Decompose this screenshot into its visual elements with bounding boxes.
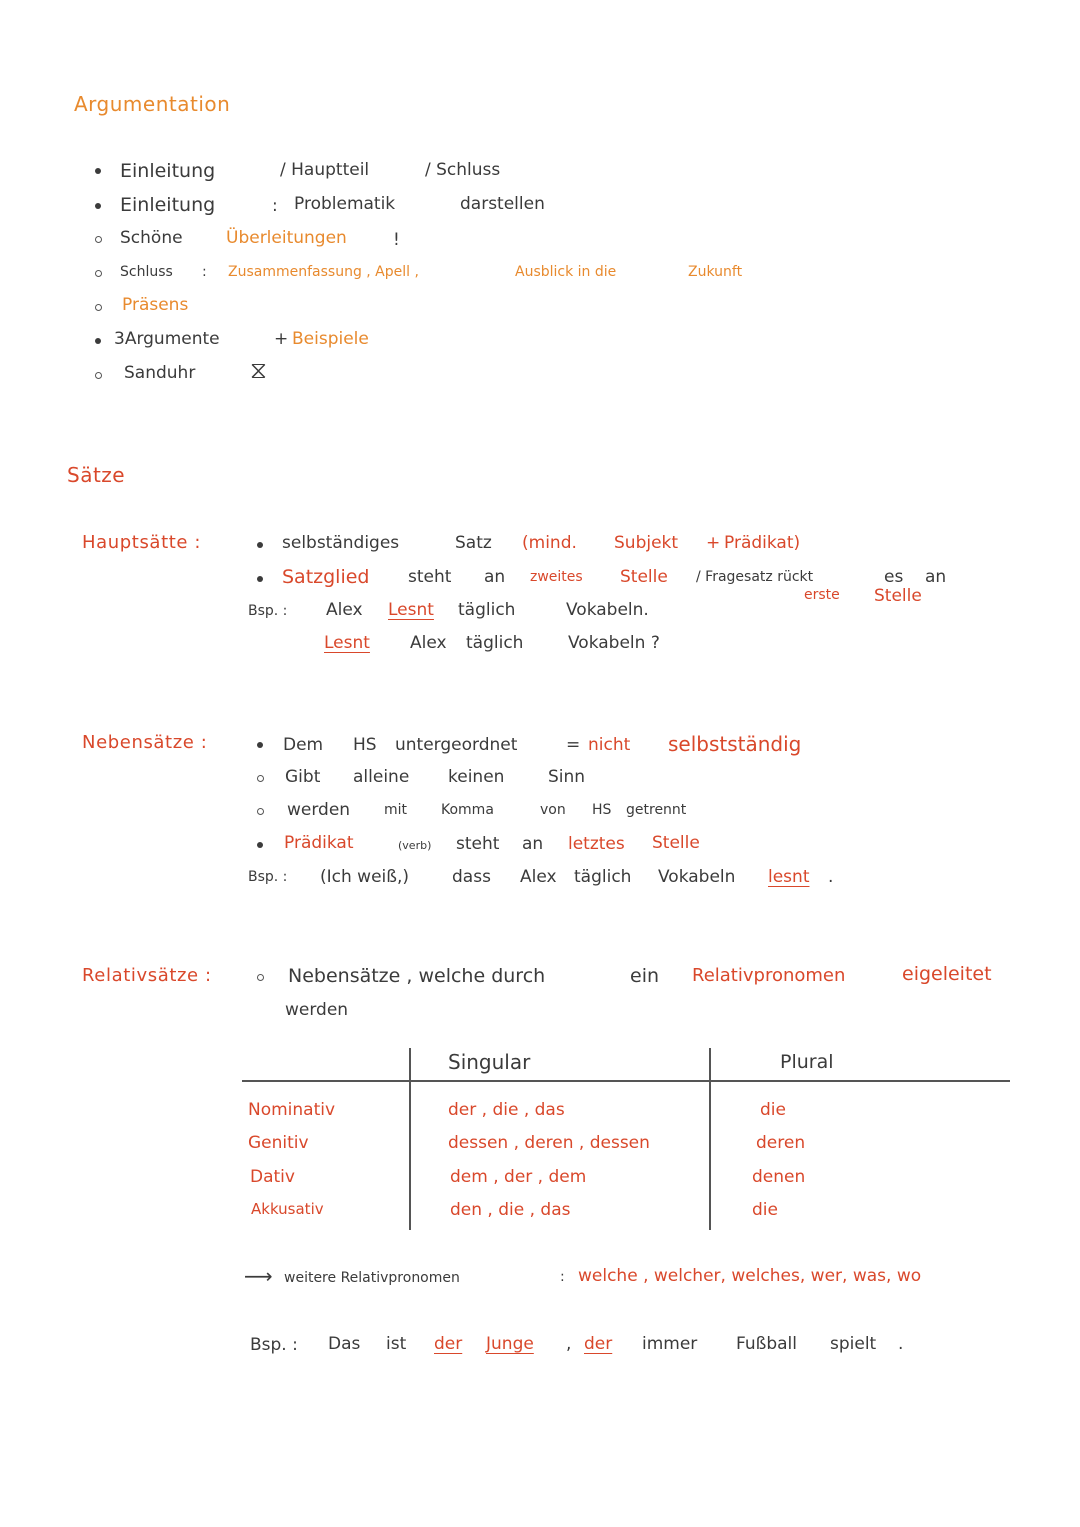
ns-ex-g: . — [828, 867, 834, 887]
bullet-dot — [95, 270, 102, 277]
table-row-singular: den , die , das — [450, 1200, 571, 1220]
table-header-singular: Singular — [448, 1050, 531, 1074]
hs-b1-d: Subjekt — [614, 533, 679, 553]
arg-line1-c: / Schluss — [425, 160, 501, 180]
arg-line6-c: Beispiele — [292, 329, 369, 349]
arg-line4-b: : — [202, 264, 207, 280]
hs-b1-a: selbständiges — [282, 533, 400, 553]
ns-b1-c: untergeordnet — [395, 735, 518, 755]
ns-b2-d: Sinn — [548, 767, 586, 787]
arg-line4-c: Zusammenfassung , Apell , — [228, 264, 419, 280]
rs-ex-a: Das — [328, 1334, 361, 1354]
bullet-dot — [95, 168, 101, 174]
hs-b1-e: + — [706, 533, 721, 553]
ns-b1-f: selbstständig — [668, 732, 802, 756]
arg-line5-a: Präsens — [122, 295, 189, 315]
rs-b1-a: Nebensätze , welche durch — [288, 965, 546, 987]
table-row-case: Akkusativ — [251, 1200, 324, 1218]
bullet-dot — [257, 742, 263, 748]
arg-line4-d: Ausblick in die — [515, 264, 617, 280]
rs-more-label: weitere Relativpronomen — [284, 1270, 460, 1286]
rs-ex-d: Junge — [486, 1334, 534, 1354]
ns-b1-a: Dem — [283, 735, 324, 755]
ns-b3-c: Komma — [441, 802, 494, 818]
ns-ex-e: Vokabeln — [658, 867, 736, 887]
arg-line4-e: Zukunft — [688, 264, 743, 280]
bullet-dot — [257, 775, 264, 782]
ns-b2-c: keinen — [448, 767, 505, 787]
arg-line4-a: Schluss — [120, 264, 173, 280]
arg-line3-a: Schöne — [120, 228, 183, 248]
arg-line2-d: darstellen — [460, 194, 545, 214]
bullet-dot — [257, 974, 264, 981]
hs-ex1-c: täglich — [458, 600, 516, 620]
table-header-rule — [242, 1080, 1010, 1082]
ns-b3-d: von — [540, 802, 566, 818]
hs-ex2-a: Lesnt — [324, 633, 370, 653]
table-row-case: Nominativ — [248, 1100, 336, 1120]
bullet-dot — [95, 304, 102, 311]
rs-ex-f: der — [584, 1334, 613, 1354]
bullet-dot — [257, 576, 263, 582]
ns-b4-d: an — [522, 834, 544, 854]
rs-ex-h: Fußball — [736, 1334, 797, 1354]
table-row-singular: der , die , das — [448, 1100, 565, 1120]
hs-b2-d: zweites — [530, 569, 583, 585]
hs-b2-g: es — [884, 567, 904, 587]
ns-b1-e: nicht — [588, 735, 631, 755]
ns-b4-e: letztes — [568, 834, 625, 854]
table-row-plural: die — [752, 1200, 778, 1220]
ns-b2-b: alleine — [353, 767, 410, 787]
arg-line6-a: 3Argumente — [114, 329, 220, 349]
hs-b2-h: an — [925, 567, 947, 587]
hs-example-label: Bsp. : — [248, 603, 288, 619]
bullet-dot — [257, 808, 264, 815]
table-vertical-divider-left — [409, 1048, 411, 1230]
ns-example-label: Bsp. : — [248, 869, 288, 885]
table-vertical-divider-right — [709, 1048, 711, 1230]
arrow-right-icon: ⟶ — [244, 1264, 273, 1288]
hs-ex2-c: täglich — [466, 633, 524, 653]
hs-b2-j: Stelle — [874, 586, 922, 606]
ns-ex-b: dass — [452, 867, 491, 887]
arg-line7-a: Sanduhr — [124, 363, 196, 383]
hs-b1-f: Prädikat) — [724, 533, 801, 553]
arg-line3-b: Überleitungen — [226, 228, 347, 248]
hs-b2-b: steht — [408, 567, 452, 587]
rs-more-list: welche , welcher, welches, wer, was, wo — [578, 1266, 922, 1286]
hs-ex2-d: Vokabeln ? — [568, 633, 660, 653]
hs-ex2-b: Alex — [410, 633, 447, 653]
ns-b3-f: getrennt — [626, 802, 687, 818]
ns-b2-a: Gibt — [285, 767, 321, 787]
table-row-plural: die — [760, 1100, 786, 1120]
rs-b1-e: werden — [285, 1000, 349, 1020]
ns-b4-c: steht — [456, 834, 500, 854]
argumentation-title: Argumentation — [74, 92, 231, 116]
rs-ex-g: immer — [642, 1334, 698, 1354]
hs-b2-f: / Fragesatz rückt — [696, 569, 814, 585]
hourglass-icon: ⧖ — [250, 356, 267, 384]
hs-ex1-a: Alex — [326, 600, 363, 620]
bullet-dot — [257, 842, 263, 848]
table-row-plural: deren — [756, 1133, 806, 1153]
bullet-dot — [95, 372, 102, 379]
table-row-plural: denen — [752, 1167, 806, 1187]
hs-b2-e: Stelle — [620, 567, 668, 587]
rs-example-label: Bsp. : — [250, 1335, 298, 1355]
bullet-dot — [95, 338, 101, 344]
rs-ex-c: der — [434, 1334, 463, 1354]
bullet-dot — [257, 542, 263, 548]
arg-line2-b: : — [272, 196, 278, 216]
ns-b4-f: Stelle — [652, 833, 700, 853]
table-header-plural: Plural — [780, 1051, 834, 1073]
ns-b3-a: werden — [287, 800, 351, 820]
ns-b4-a: Prädikat — [284, 833, 354, 853]
bullet-dot — [95, 236, 102, 243]
ns-b3-b: mit — [384, 802, 408, 818]
ns-b1-b: HS — [353, 735, 377, 755]
arg-line3-c: ! — [393, 230, 400, 250]
rs-ex-i: spielt — [830, 1334, 877, 1354]
ns-b4-b: (verb) — [398, 839, 432, 852]
bullet-dot — [95, 203, 101, 209]
rs-ex-b: ist — [386, 1334, 407, 1354]
rs-more-colon: : — [560, 1269, 565, 1285]
table-row-case: Genitiv — [248, 1133, 309, 1153]
table-row-singular: dem , der , dem — [450, 1167, 587, 1187]
hs-b2-c: an — [484, 567, 506, 587]
arg-line6-b: + — [274, 329, 289, 349]
table-row-singular: dessen , deren , dessen — [448, 1133, 650, 1153]
hs-b2-a: Satzglied — [282, 566, 370, 588]
hs-b1-c: (mind. — [522, 533, 577, 553]
hs-ex1-b: Lesnt — [388, 600, 434, 620]
ns-ex-a: (Ich weiß,) — [320, 867, 410, 887]
table-row-case: Dativ — [250, 1167, 295, 1187]
relativsaetze-label: Relativsätze : — [82, 965, 212, 986]
ns-ex-c: Alex — [520, 867, 557, 887]
rs-b1-b: ein — [630, 965, 660, 987]
ns-ex-d: täglich — [574, 867, 632, 887]
ns-b1-d: = — [566, 735, 581, 755]
nebensaetze-label: Nebensätze : — [82, 732, 208, 753]
rs-ex-j: . — [898, 1334, 904, 1354]
rs-b1-c: Relativpronomen — [692, 965, 846, 986]
arg-line2-a: Einleitung — [120, 194, 216, 216]
ns-ex-f: lesnt — [768, 867, 810, 887]
arg-line2-c: Problematik — [294, 194, 396, 214]
hs-b2-i: erste — [804, 587, 840, 603]
arg-line1-a: Einleitung — [120, 160, 216, 182]
ns-b3-e: HS — [592, 802, 612, 818]
rs-ex-e: , — [566, 1334, 572, 1354]
rs-b1-d: eigeleitet — [902, 963, 992, 985]
arg-line1-b: / Hauptteil — [280, 160, 370, 180]
hauptsaetze-label: Hauptsätte : — [82, 532, 202, 553]
hs-b1-b: Satz — [455, 533, 492, 553]
hs-ex1-d: Vokabeln. — [566, 600, 649, 620]
saetze-title: Sätze — [67, 463, 126, 487]
